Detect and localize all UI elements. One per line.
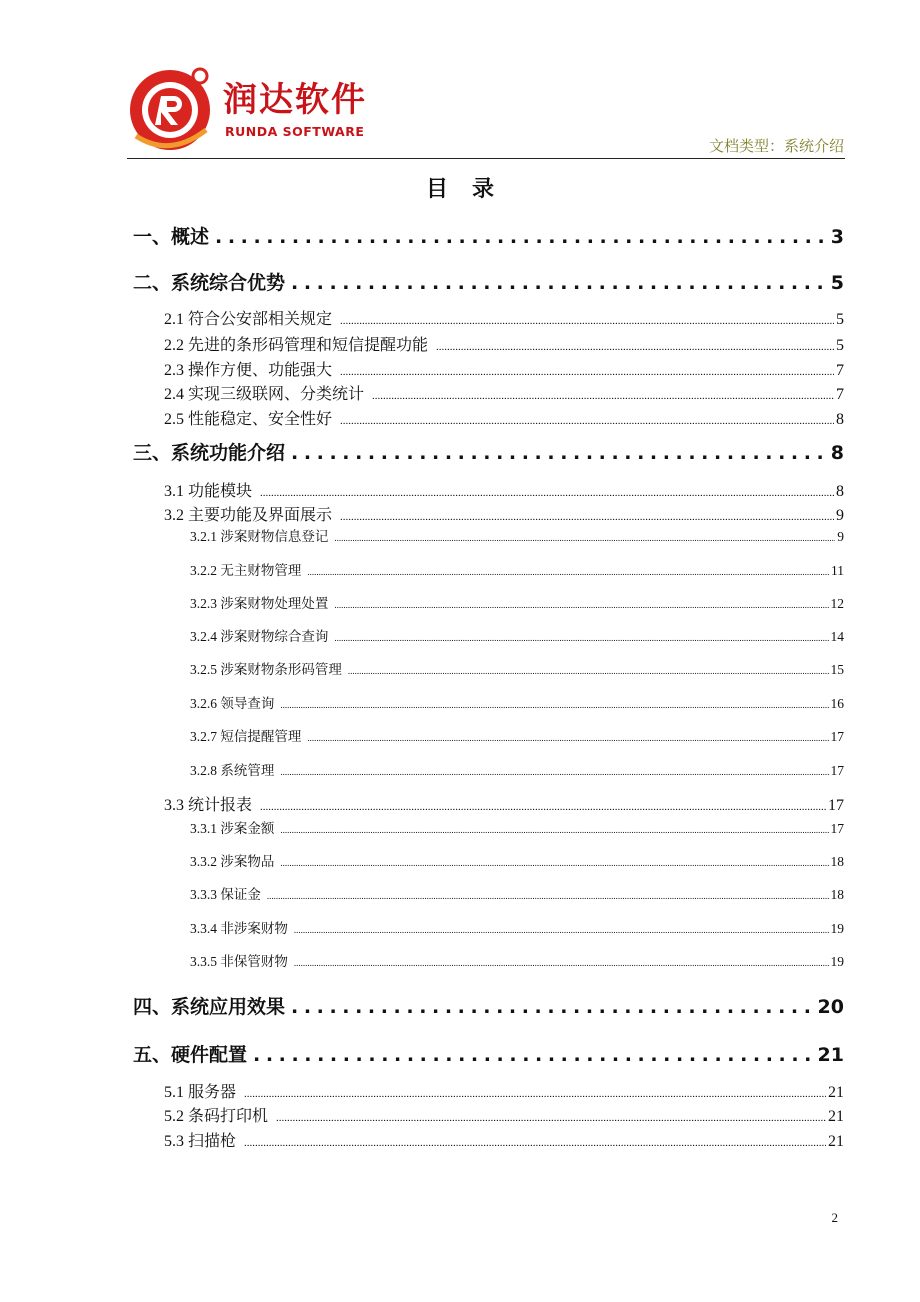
toc-leader-dots bbox=[348, 666, 829, 676]
toc-entry[interactable] bbox=[190, 725, 844, 745]
toc-entry-page: 17 bbox=[828, 797, 844, 814]
toc-leader-dots bbox=[334, 600, 828, 610]
logo-english-name: RUNDA SOFTWARE bbox=[225, 124, 365, 139]
toc-entry-label: 3.2.6 领导查询 bbox=[190, 696, 275, 711]
toc-entry[interactable] bbox=[190, 759, 844, 779]
toc-leader-dots bbox=[244, 1137, 826, 1149]
toc-entry-label: 3.3.1 涉案金额 bbox=[190, 821, 275, 836]
toc-entry[interactable] bbox=[190, 658, 844, 678]
toc-entry[interactable] bbox=[164, 502, 844, 525]
toc-entry[interactable] bbox=[190, 525, 844, 545]
toc-entry-label: 3.3 统计报表 bbox=[164, 797, 253, 814]
toc-entry-page: 19 bbox=[830, 954, 844, 969]
toc-entry-label: 二、系统综合优势 bbox=[133, 272, 286, 294]
toc-entry[interactable] bbox=[164, 357, 844, 380]
toc-entry[interactable] bbox=[190, 917, 844, 937]
toc-entry-page: 18 bbox=[830, 854, 844, 869]
toc-entry[interactable] bbox=[133, 992, 844, 1019]
toc-leader-dots bbox=[291, 442, 827, 464]
toc-entry-label: 2.3 操作方便、功能强大 bbox=[164, 362, 333, 379]
toc-entry[interactable] bbox=[133, 438, 844, 465]
toc-entry-page: 16 bbox=[830, 696, 844, 711]
toc-entry-page: 17 bbox=[830, 729, 844, 744]
toc-entry-page: 18 bbox=[830, 887, 844, 902]
toc-entry-label: 5.1 服务器 bbox=[164, 1084, 237, 1101]
logo-chinese-name: 润达软件 bbox=[223, 80, 367, 120]
toc-entry-label: 5.3 扫描枪 bbox=[164, 1133, 237, 1150]
toc-entry-label: 3.2.1 涉案财物信息登记 bbox=[190, 529, 329, 544]
toc-leader-dots bbox=[291, 272, 827, 294]
company-logo bbox=[128, 66, 378, 154]
toc-leader-dots bbox=[372, 390, 834, 402]
toc-entry-page: 8 bbox=[836, 411, 844, 428]
toc-entry-label: 3.3.5 非保管财物 bbox=[190, 954, 288, 969]
toc-leader-dots bbox=[260, 801, 826, 813]
toc-entry-label: 3.3.4 非涉案财物 bbox=[190, 921, 288, 936]
toc-leader-dots bbox=[307, 733, 828, 743]
toc-leader-dots bbox=[253, 1044, 814, 1066]
toc-leader-dots bbox=[340, 511, 834, 523]
toc-entry[interactable] bbox=[164, 1128, 844, 1151]
toc-entry-label: 一、概述 bbox=[133, 226, 210, 248]
toc-entry[interactable] bbox=[190, 950, 844, 970]
toc-entry-label: 四、系统应用效果 bbox=[133, 996, 286, 1018]
toc-entry[interactable] bbox=[164, 792, 844, 815]
toc-entry-page: 9 bbox=[837, 529, 844, 544]
toc-entry[interactable] bbox=[164, 478, 844, 501]
toc-entry-label: 3.2.7 短信提醒管理 bbox=[190, 729, 302, 744]
toc-entry-label: 3.2 主要功能及界面展示 bbox=[164, 507, 333, 524]
document-type-label: 文档类型：系统介绍 bbox=[708, 139, 844, 155]
toc-entry-label: 3.2.4 涉案财物综合查询 bbox=[190, 629, 329, 644]
toc-title: 目录 bbox=[425, 177, 518, 202]
toc-leader-dots bbox=[280, 858, 828, 868]
toc-leader-dots bbox=[340, 315, 834, 327]
toc-entry[interactable] bbox=[164, 1103, 844, 1126]
toc-entry[interactable] bbox=[133, 268, 844, 295]
toc-entry-label: 2.1 符合公安部相关规定 bbox=[164, 311, 333, 328]
toc-entry-label: 3.2.8 系统管理 bbox=[190, 763, 275, 778]
toc-entry-page: 7 bbox=[836, 386, 844, 403]
toc-leader-dots bbox=[215, 226, 827, 248]
toc-leader-dots bbox=[291, 996, 814, 1018]
page-number: 2 bbox=[831, 1210, 838, 1225]
toc-leader-dots bbox=[280, 767, 828, 777]
toc-entry-page: 21 bbox=[817, 1044, 844, 1066]
toc-entry-page: 20 bbox=[817, 996, 844, 1018]
toc-leader-dots bbox=[260, 487, 834, 499]
toc-entry-page: 7 bbox=[836, 362, 844, 379]
toc-entry-page: 5 bbox=[830, 272, 844, 294]
toc-entry-page: 19 bbox=[830, 921, 844, 936]
toc-entry-label: 2.2 先进的条形码管理和短信提醒功能 bbox=[164, 337, 429, 354]
toc-entry-page: 21 bbox=[828, 1108, 844, 1125]
header-divider bbox=[127, 158, 845, 159]
toc-entry[interactable] bbox=[164, 381, 844, 404]
toc-entry-label: 五、硬件配置 bbox=[133, 1044, 248, 1066]
toc-entry[interactable] bbox=[190, 817, 844, 837]
toc-entry-page: 9 bbox=[836, 507, 844, 524]
toc-leader-dots bbox=[334, 533, 835, 543]
toc-entry-page: 8 bbox=[830, 442, 844, 464]
toc-leader-dots bbox=[436, 341, 834, 353]
toc-entry-page: 14 bbox=[830, 629, 844, 644]
toc-entry-label: 2.4 实现三级联网、分类统计 bbox=[164, 386, 365, 403]
toc-entry-page: 11 bbox=[831, 563, 844, 578]
toc-entry[interactable] bbox=[164, 1079, 844, 1102]
toc-entry-page: 21 bbox=[828, 1133, 844, 1150]
toc-entry-label: 3.2.5 涉案财物条形码管理 bbox=[190, 662, 342, 677]
toc-entry-label: 3.2.2 无主财物管理 bbox=[190, 563, 302, 578]
toc-entry[interactable] bbox=[190, 850, 844, 870]
toc-entry-page: 5 bbox=[836, 337, 844, 354]
toc-entry[interactable] bbox=[190, 883, 844, 903]
toc-entry-page: 17 bbox=[830, 821, 844, 836]
toc-leader-dots bbox=[340, 415, 834, 427]
toc-entry-page: 15 bbox=[830, 662, 844, 677]
toc-entry-page: 5 bbox=[836, 311, 844, 328]
toc-entry[interactable] bbox=[190, 692, 844, 712]
toc-entry-page: 17 bbox=[830, 763, 844, 778]
toc-leader-dots bbox=[294, 925, 829, 935]
toc-leader-dots bbox=[340, 366, 834, 378]
toc-entry-label: 5.2 条码打印机 bbox=[164, 1108, 269, 1125]
toc-entry[interactable] bbox=[164, 306, 844, 329]
toc-leader-dots bbox=[276, 1112, 826, 1124]
toc-entry-label: 3.2.3 涉案财物处理处置 bbox=[190, 596, 329, 611]
toc-leader-dots bbox=[244, 1088, 826, 1100]
toc-entry[interactable] bbox=[190, 559, 844, 579]
toc-entry-label: 3.3.3 保证金 bbox=[190, 887, 261, 902]
toc-entry-page: 12 bbox=[830, 596, 844, 611]
runda-logo-icon bbox=[128, 66, 214, 152]
toc-leader-dots bbox=[334, 633, 828, 643]
toc-entry-label: 3.1 功能模块 bbox=[164, 483, 253, 500]
toc-entry-label: 3.3.2 涉案物品 bbox=[190, 854, 275, 869]
toc-entry-label: 2.5 性能稳定、安全性好 bbox=[164, 411, 333, 428]
toc-leader-dots bbox=[307, 567, 829, 577]
toc-entry-label: 三、系统功能介绍 bbox=[133, 442, 286, 464]
toc-entry[interactable] bbox=[190, 625, 844, 645]
toc-entry[interactable] bbox=[133, 222, 844, 249]
toc-leader-dots bbox=[280, 825, 828, 835]
toc-entry[interactable] bbox=[164, 332, 844, 355]
toc-entry[interactable] bbox=[190, 592, 844, 612]
toc-entry[interactable] bbox=[133, 1040, 844, 1067]
toc-leader-dots bbox=[267, 891, 829, 901]
toc-entry-page: 8 bbox=[836, 483, 844, 500]
toc-leader-dots bbox=[280, 700, 828, 710]
toc-entry-page: 21 bbox=[828, 1084, 844, 1101]
toc-entry-page: 3 bbox=[830, 226, 844, 248]
toc-entry[interactable] bbox=[164, 406, 844, 429]
toc-leader-dots bbox=[294, 958, 829, 968]
